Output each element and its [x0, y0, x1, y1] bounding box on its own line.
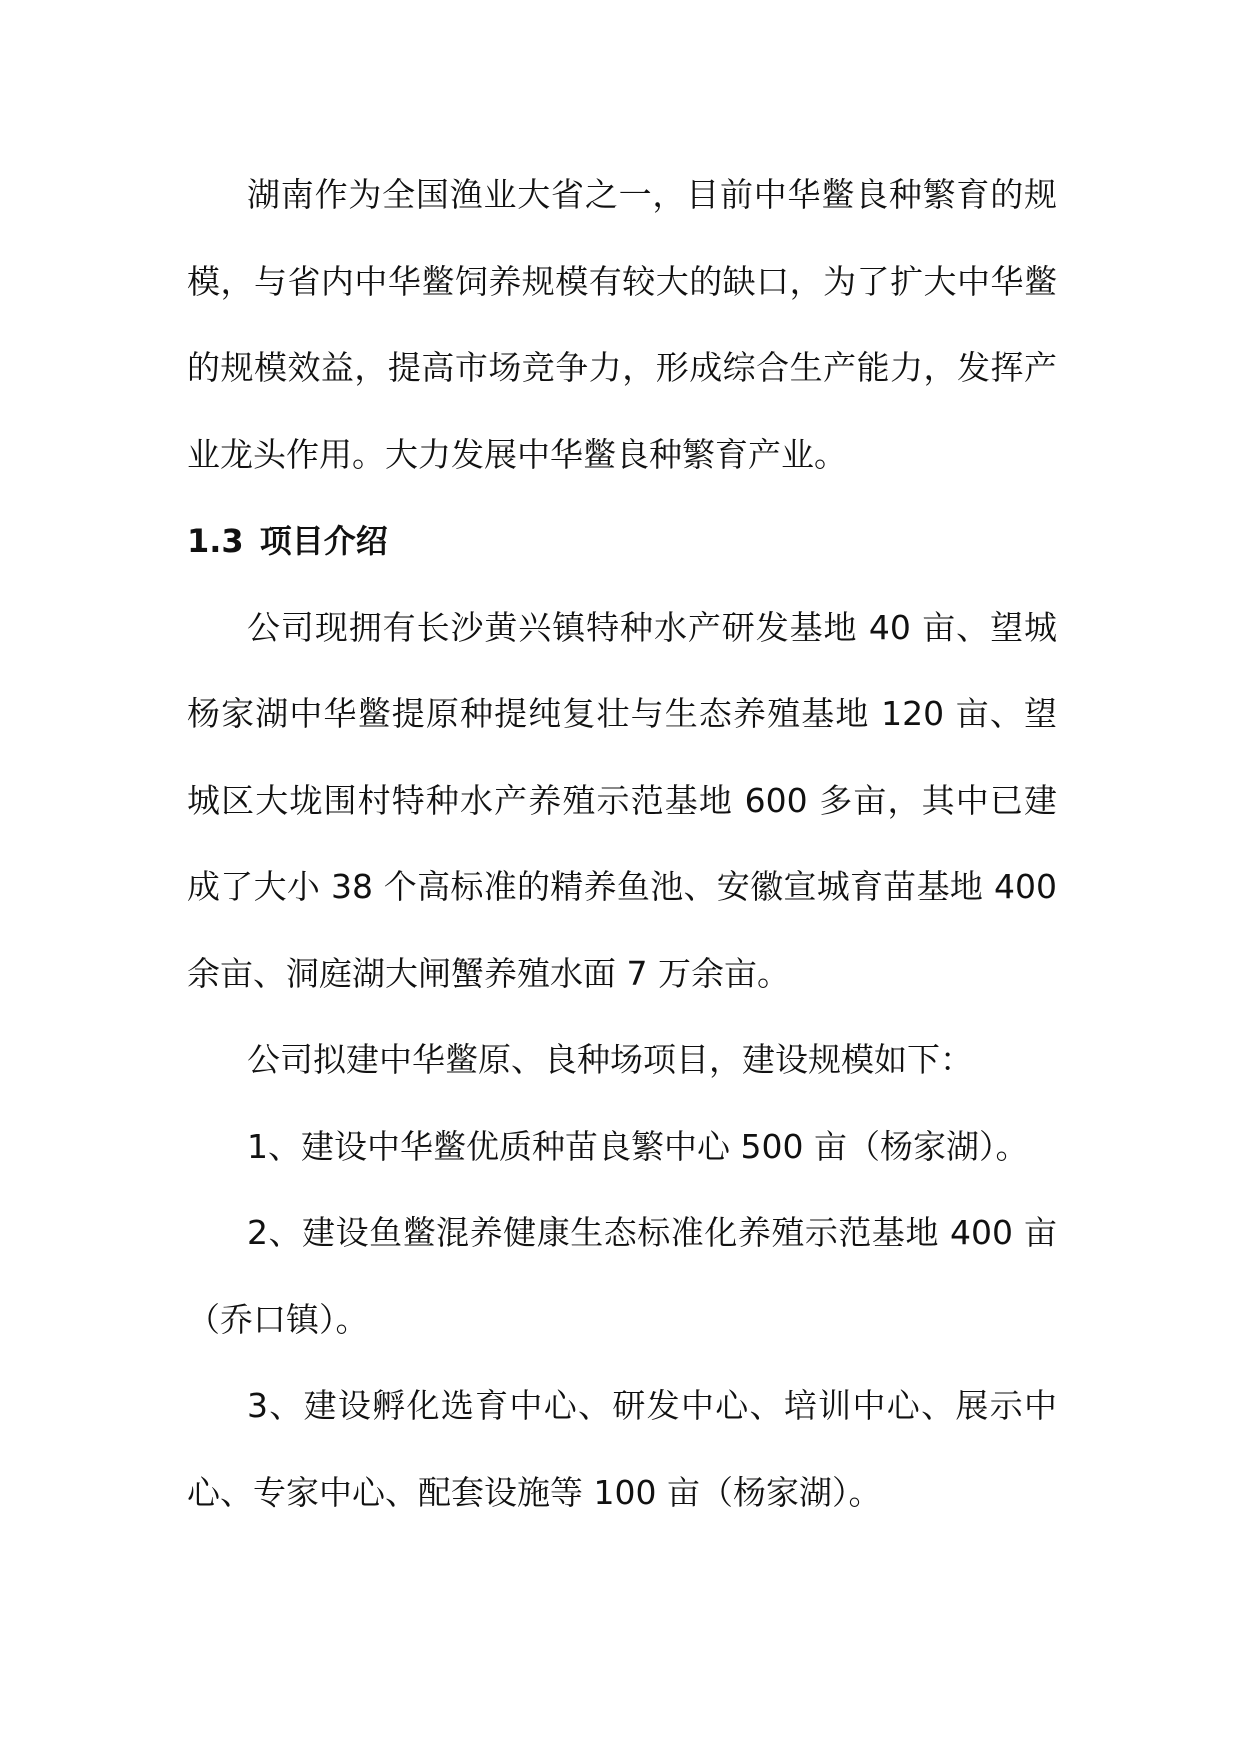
list-item-3: 3、建设孵化选育中心、研发中心、培训中心、展示中心、专家中心、配套设施等 100 亩（杨家湖）。: [187, 1386, 1057, 1512]
list-item-2: 2、建设鱼鳖混养健康生态标准化养殖示范基地 400 亩（乔口镇）。: [187, 1213, 1057, 1339]
paragraph-company-bases: 公司现拥有长沙黄兴镇特种水产研发基地 40 亩、望城杨家湖中华鳖提原种提纯复壮与生态养殖基地 120 亩、望城区大垅围村特种水产养殖示范基地 600 多亩，其中已建成了大小 38 个高标准的精养鱼池、安徽宣城育苗基地 400 余亩、洞庭湖大闸蟹养殖水面 7 万余亩。: [187, 607, 1057, 993]
section-number: 1.3: [187, 522, 244, 560]
document-body: [187, 152, 1057, 1536]
list-item-1: 1、建设中华鳖优质种苗良繁中心 500 亩（杨家湖）。: [247, 1126, 1029, 1166]
section-heading: [187, 498, 1057, 585]
section-title: 项目介绍: [259, 522, 388, 560]
paragraph-project-scale: 公司拟建中华鳖原、良种场项目，建设规模如下：: [247, 1040, 973, 1079]
paragraph-intro: 湖南作为全国渔业大省之一，目前中华鳖良种繁育的规模，与省内中华鳖饲养规模有较大的缺口，为了扩大中华鳖的规模效益，提高市场竞争力，形成综合生产能力，发挥产业龙头作用。大力发展中华鳖良种繁育产业。: [187, 175, 1057, 474]
